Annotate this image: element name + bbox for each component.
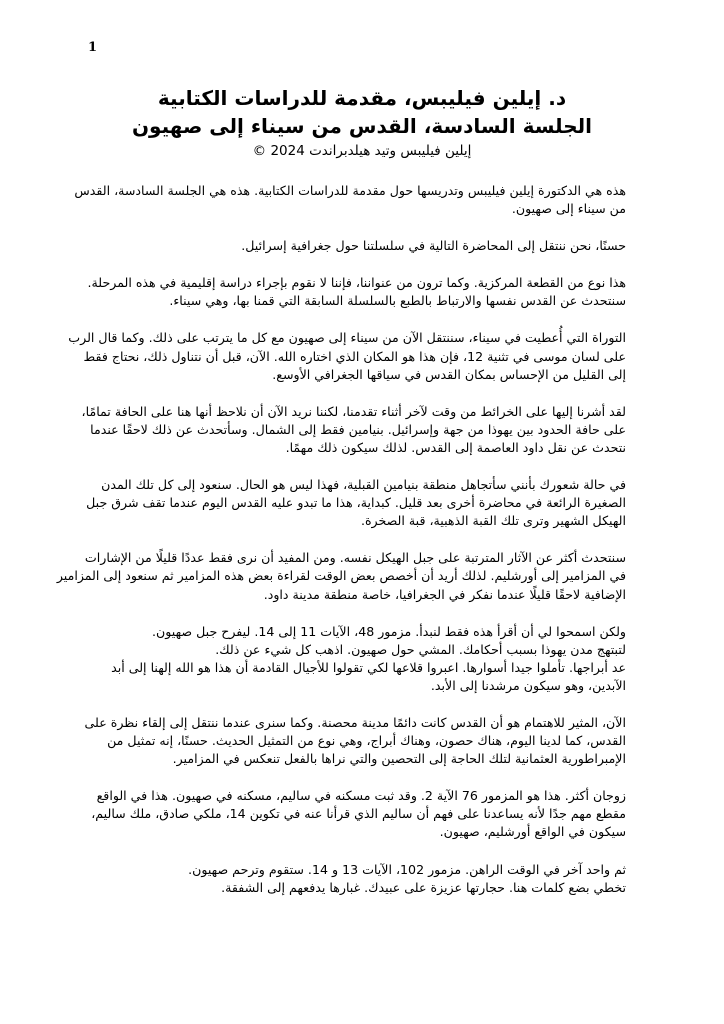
- paragraph-line: نتحدث عن نقل داود العاصمة إلى القدس. لذلك سيكون ذلك مهمًا.: [285, 439, 626, 455]
- paragraph-line: الإضافية لاحقًا قليلًا عندما نفكر في الجغرافيا، خاصة منطقة مدينة داود.: [263, 586, 626, 602]
- paragraph-line: سنتحدث أكثر عن الآثار المترتبة على جبل الهيكل نفسه. ومن المفيد أن نرى فقط عددًا قليلًا من الإشارات: [84, 550, 626, 566]
- paragraph: [104, 623, 626, 695]
- page-title: د. إيلين فيليبس، مقدمة للدراسات الكتابية: [157, 86, 567, 110]
- paragraph-line: تخطي بضع كلمات هنا. حجارتها عزيزة على عبيدك. غبارها يدفعهم إلى الشفقة.: [221, 879, 626, 895]
- copyright-line: إيلين فيليبس وتيد هيلدبراندت 2024 ©: [252, 143, 472, 159]
- paragraph-line: الآن، المثير للاهتمام هو أن القدس كانت دائمًا مدينة محصنة. وكما سنرى عندما ننتقل إلى إلقاء نظرة على: [84, 714, 626, 730]
- paragraph-line: حسنًا، نحن ننتقل إلى المحاضرة التالية في سلسلتنا حول جغرافية إسرائيل.: [241, 238, 626, 254]
- paragraph-line: في المزامير إلى أورشليم. لذلك أريد أن أخصص بعض الوقت لقراءة بعض هذه المزامير ثم سنعود إلى المزامير: [56, 568, 626, 584]
- paragraph-line: هذه هي الدكتورة إيلين فيليبس وتدريسها حول مقدمة للدراسات الكتابية. هذه هي الجلسة السادسة، القدس: [74, 183, 626, 198]
- paragraph-line: الإمبراطورية العثمانية لتلك الحاجة إلى التحصين والتي نراها بالفعل تنعكس في المزامير.: [172, 751, 626, 767]
- paragraph-line: سنتحدث عن القدس نفسها والارتباط بالطبع بالسلسلة السابقة التي قمنا بها، وهي سيناء.: [169, 293, 626, 309]
- paragraph-line: القدس، كما لدينا اليوم، هناك حصون، وهناك أبراج، وهي نوع من التمثيل الحديث. حسنًا، إنه تمثيل من: [107, 733, 626, 749]
- paragraph: [86, 476, 626, 530]
- session-title: الجلسة السادسة، القدس من سيناء إلى صهيون: [131, 114, 592, 138]
- paragraph-line: من سيناء إلى صهيون.: [511, 201, 626, 217]
- paragraph-line: مقطع مهم جدًا لأنه يساعدنا على فهم أن ساليم الذي قرأنا عنه في تكوين 14، ملكي صادق، ملك ساليم،: [91, 806, 626, 822]
- paragraph-line: الآبدين، وهو سيكون مرشدنا إلى الأبد.: [430, 677, 626, 693]
- paragraph: [81, 403, 626, 457]
- paragraph-line: التوراة التي أُعطيت في سيناء، سننتقل الآن من سيناء إلى صهيون مع كل ما يترتب على ذلك. وكما قال الرب: [68, 330, 626, 346]
- paragraph-line: لقد أشرنا إليها على الخرائط من وقت لآخر أثناء تقدمنا، لكننا نريد الآن أن نلاحظ أنها هنا على الحافة تمامًا،: [81, 403, 626, 419]
- paragraph: [84, 714, 626, 768]
- paragraph-line: الهيكل الشهير وترى تلك القبة الذهبية، قبة الصخرة.: [360, 513, 626, 529]
- paragraph-line: إلى القليل من الإحساس بمكان القدس في سياقها الجغرافي الأوسع.: [272, 366, 626, 382]
- paragraph-line: عد أبراجها. تأملوا جيدا أسوارها. اعبروا قلاعها لكي تقولوا للأجيال القادمة أن هذا هو الله إلهنا إلى أبد: [111, 659, 626, 675]
- paragraph-line: في حالة شعورك بأنني سأتجاهل منطقة بنيامين القبلية، فهذا ليس هو الحال. سنعود إلى كل تلك المدن: [101, 477, 626, 493]
- paragraph-line: سيكون في الواقع أورشليم، صهيون.: [439, 824, 626, 840]
- paragraph: [87, 274, 626, 310]
- paragraph-line: على حافة الحدود بين يهوذا من جهة وإسرائيل. بنيامين فقط إلى الشمال. وسأتحدث عن ذلك لاحقًا عندما: [90, 421, 626, 437]
- paragraph-line: لتبتهج مدن يهوذا بسبب أحكامك. المشي حول صهيون. اذهب كل شيء عن ذلك.: [215, 641, 626, 657]
- paragraph: [104, 237, 626, 255]
- paragraph: [56, 549, 626, 603]
- page-number: 1: [88, 40, 98, 55]
- paragraph: [91, 787, 626, 841]
- paragraph: [68, 329, 626, 383]
- paragraph-line: ثم واحد آخر في الوقت الراهن. مزمور 102، الآيات 13 و 14. ستقوم وترحم صهيون.: [188, 861, 626, 877]
- paragraph-line: الصغيرة الرائعة في محاضرة أخرى بعد قليل. كبداية، هذا ما تبدو عليه القدس اليوم عندما تقف شرق جبل: [86, 495, 626, 511]
- transcript-body: [56, 182, 626, 916]
- paragraph-line: ولكن اسمحوا لي أن أقرأ هذه فقط لنبدأ. مزمور 48، الآيات 11 إلى 14. ليفرح جبل صهيون.: [152, 623, 626, 639]
- paragraph: [104, 861, 626, 897]
- paragraph: [74, 182, 626, 218]
- document-header: [60, 84, 664, 160]
- paragraph-line: هذا نوع من القطعة المركزية. وكما ترون من عنواننا، فإننا لا نقوم بإجراء دراسة إقليمية في هذه المرحلة.: [87, 275, 626, 291]
- paragraph-line: على لسان موسى في تثنية 12، فإن هذا هو المكان الذي اختاره الله. الآن، قبل أن نتناول ذلك، نحتاج فقط: [83, 348, 626, 364]
- paragraph-line: زوجان أكثر. هذا هو المزمور 76 الآية 2. وقد ثبت مسكنه في ساليم، مسكنه في صهيون. هذا في الواقع: [96, 788, 626, 804]
